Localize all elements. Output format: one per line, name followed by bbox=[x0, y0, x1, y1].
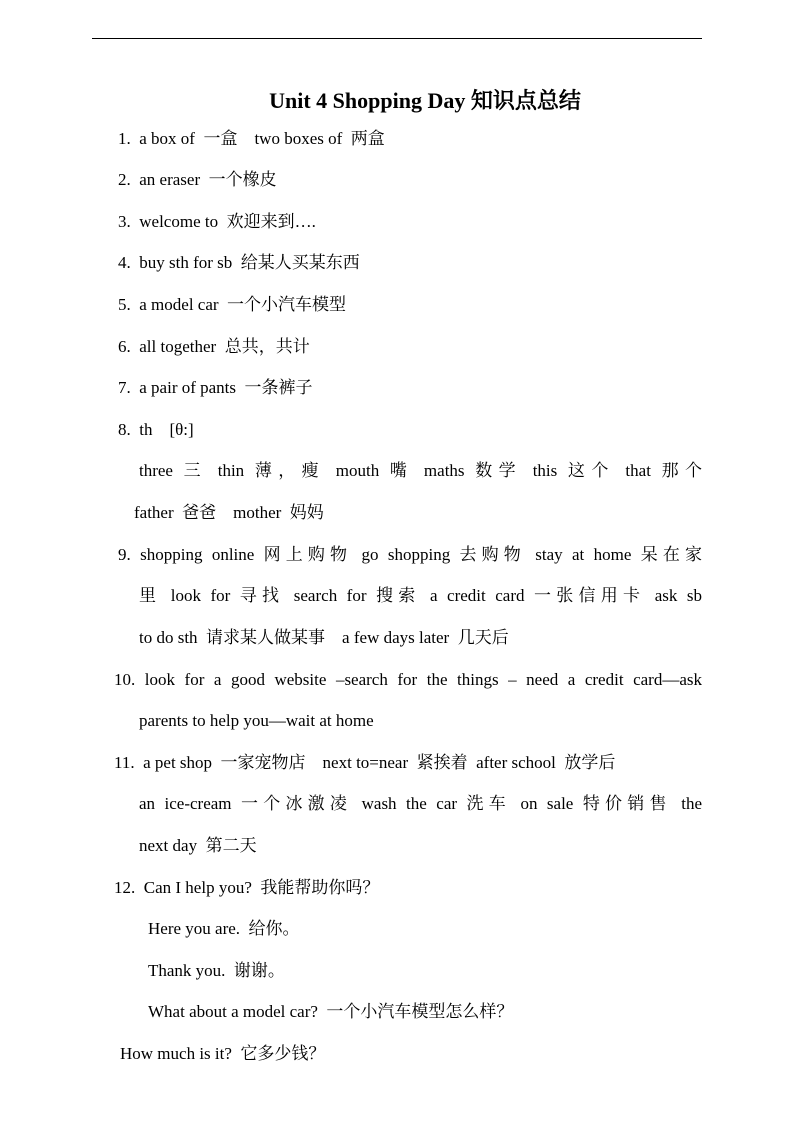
page-title: Unit 4 Shopping Day 知识点总结 bbox=[269, 88, 581, 113]
item-9-line-3: to do sth 请求某人做某事 a few days later 几天后 bbox=[139, 628, 509, 647]
item-8-line-3: father 爸爸 mother 妈妈 bbox=[134, 503, 324, 522]
item-9-line-2: 里 look for 寻找 search for 搜索 a credit card 一张信用卡 ask sb bbox=[139, 586, 702, 605]
item-6: 6. all together 总共，共计 bbox=[118, 337, 310, 356]
item-4: 4. buy sth for sb 给某人买某东西 bbox=[118, 253, 360, 272]
item-12-line-2: Here you are. 给你。 bbox=[148, 919, 300, 938]
item-12-line-5: How much is it? 它多少钱？ bbox=[120, 1044, 326, 1063]
item-12-line-3: Thank you. 谢谢。 bbox=[148, 961, 285, 980]
item-7: 7. a pair of pants 一条裤子 bbox=[118, 378, 313, 397]
item-3: 3. welcome to 欢迎来到…. bbox=[118, 212, 316, 231]
item-10: 10. look for a good website –search for the things – need a credit card—ask bbox=[114, 670, 702, 689]
item-1: 1. a box of 一盒 two boxes of 两盒 bbox=[118, 129, 385, 148]
header-rule bbox=[92, 38, 702, 39]
item-8: 8. th [θ:] bbox=[118, 420, 194, 439]
item-2: 2. an eraser 一个橡皮 bbox=[118, 170, 277, 189]
item-11: 11. a pet shop 一家宠物店 next to=near 紧挨着 after school 放学后 bbox=[114, 753, 616, 772]
item-11-line-2: an ice-cream 一个冰激凌 wash the car 洗车 on sale 特价销售 the bbox=[139, 794, 702, 813]
item-5: 5. a model car 一个小汽车模型 bbox=[118, 295, 347, 314]
item-9: 9. shopping online 网上购物 go shopping 去购物 stay at home 呆在家 bbox=[118, 545, 702, 564]
item-11-line-3: next day 第二天 bbox=[139, 836, 257, 855]
item-12-line-4: What about a model car? 一个小汽车模型怎么样？ bbox=[148, 1002, 514, 1021]
item-10-line-2: parents to help you—wait at home bbox=[139, 711, 374, 730]
item-12: 12. Can I help you? 我能帮助你吗？ bbox=[114, 878, 380, 897]
item-8-line-2: three 三 thin 薄，瘦 mouth 嘴 maths 数学 this 这个 that 那个 bbox=[139, 461, 702, 480]
